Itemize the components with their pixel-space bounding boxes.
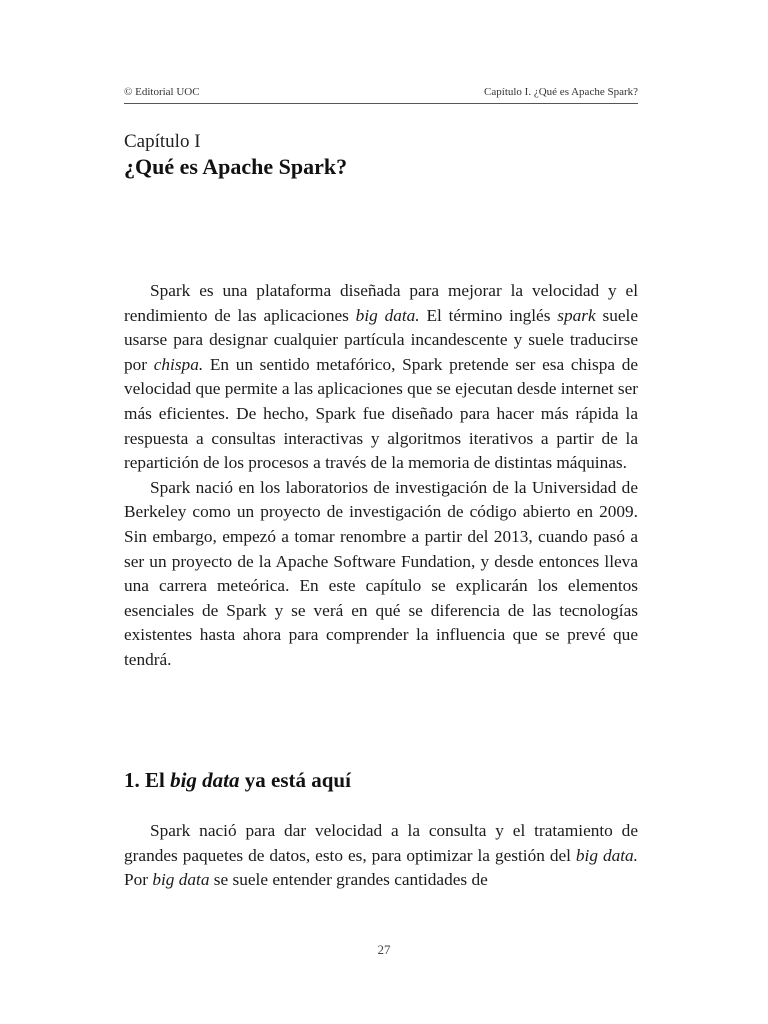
text-run: Spark nació para dar velocidad a la consulta y el tratamiento de grandes paquetes de datos, esto es, para optimizar la gestión del bbox=[124, 821, 638, 865]
page-number: 27 bbox=[377, 942, 391, 957]
header-chapter-title: Capítulo I. ¿Qué es Apache Spark? bbox=[484, 86, 638, 98]
italic-term: big data. bbox=[355, 305, 420, 325]
intro-paragraph-1 bbox=[124, 279, 638, 476]
chapter-title: ¿Qué es Apache Spark? bbox=[124, 154, 348, 179]
section-paragraph-1 bbox=[124, 819, 638, 893]
chapter-label: Capítulo I bbox=[124, 131, 201, 152]
section-text bbox=[124, 819, 638, 893]
text-run: Por bbox=[124, 870, 153, 890]
text-run: Spark es una plataforma diseñada para mejorar la velocidad y el rendimiento de las aplicaciones bbox=[124, 281, 638, 325]
text-run: suele usarse para designar cualquier partícula incandescente y suele traducirse por bbox=[124, 305, 639, 374]
italic-term: big data bbox=[152, 870, 210, 890]
running-header bbox=[124, 86, 638, 102]
italic-term: chispa. bbox=[153, 354, 204, 374]
section-heading bbox=[124, 768, 351, 793]
intro-paragraph-2: Spark nació en los laboratorios de investigación de la Universidad de Berkeley como un proyecto de investigación de código abierto en 2009. Sin embargo, empezó a tomar renombre a partir del 2013, cuando pasó a ser un proyecto de la Apache Software Fundation, y desde entonces lleva una carrera meteórica. En este capítulo se explicarán los elementos esenciales de Spark y se verá en qué se diferencia de las tecnologías existentes hasta ahora para comprender la influencia que se prevé que tendrá. bbox=[124, 477, 638, 669]
italic-term: spark bbox=[557, 305, 596, 325]
heading-run: 1. El bbox=[124, 768, 171, 792]
heading-italic: big data bbox=[170, 768, 240, 792]
heading-run: ya está aquí bbox=[239, 768, 351, 792]
text-run: se suele entender grandes cantidades de bbox=[209, 870, 488, 890]
italic-term: big data. bbox=[575, 845, 638, 865]
header-divider bbox=[124, 103, 638, 104]
text-run: En un sentido metafórico, Spark pretende ser esa chispa de velocidad que permite a las aplicaciones que se ejecutan desde internet ser más eficientes. De hecho, Spark fue diseñado para hacer más rápida la respuesta a consultas interactivas y algoritmos iterativos a partir de la repartición de los procesos a través de la memoria de distintas máquinas. bbox=[124, 354, 638, 473]
intro-text bbox=[124, 279, 638, 673]
text-run: El término inglés bbox=[419, 305, 558, 325]
header-publisher: © Editorial UOC bbox=[124, 86, 200, 98]
